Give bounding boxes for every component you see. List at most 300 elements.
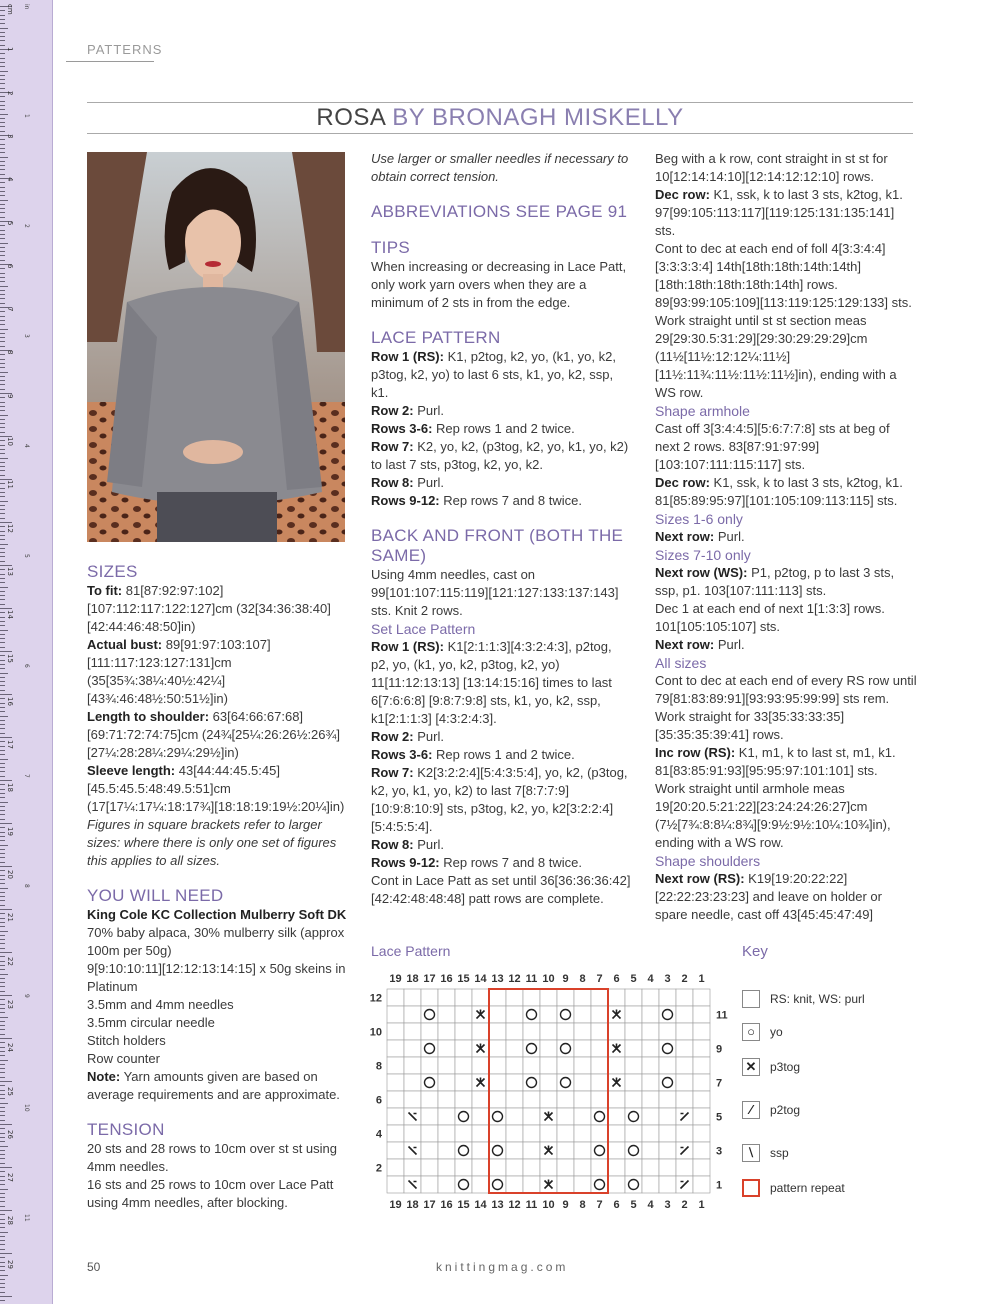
ruler-tick [0,724,5,725]
chart-title: Lace Pattern [371,943,451,959]
ruler-tick [0,728,5,729]
ruler-tick [0,410,5,411]
column-right [655,150,917,924]
ruler-tick [0,208,5,209]
next2-text: P1, p2tog, p to last 3 sts, ssp, p1. 103[107:111:113] sts. [655,565,895,598]
sizes-heading: SIZES [87,562,138,581]
ruler-cm-label: 19 [6,826,14,836]
sleeve-value: 43[44:44:45.5:45] [45.5:45.5:48:49.5:51]cm (17[17¼:17¼:18:17¾][18:18:19:19½:20¼]in) [87,763,345,814]
ruler-tick [0,918,5,919]
ruler-tick [0,1060,8,1061]
chart-cell [625,1074,642,1091]
chart-cell [421,1057,438,1074]
ruler-tick [0,569,5,570]
chart-cell [693,1176,710,1193]
dec-label: Dec row: [655,187,710,202]
chart-cell [659,1142,676,1159]
chart-cell [404,1125,421,1142]
chart-cell [591,1006,608,1023]
chart-cell [489,1006,506,1023]
lace-rows [371,348,633,510]
ruler-tick [0,182,5,183]
chart-cell [557,1074,574,1091]
chart-cell [608,1142,625,1159]
ruler-inch-label: 6 [23,664,30,668]
next4-label: Next row (RS): [655,871,745,886]
designer-credit: BY BRONAGH MISKELLY [392,104,684,131]
ruler-tick [0,195,5,196]
ruler-tick [0,354,5,355]
lace-row-text: Purl. [413,475,444,490]
ruler-tick [0,647,5,648]
ruler-tick [0,982,5,983]
set-row-text: K1[2:1:1:3][4:3:2:4:3], p2tog, p2, yo, (k1, yo, k2, p3tog, k2, yo) 11[11:12:13:13] [13:14:15:16] times to last 6[7:6:6:8] [9:8:7:9:8] sts, k1, yo, k2, ssp, k1[2:1:1:3] [4:3:2:4:3]. [371,639,612,726]
ruler-tick [0,23,5,24]
ruler-tick [0,767,5,768]
chart-cell [642,1006,659,1023]
ruler-inch-label: 1 [23,114,30,118]
chart-cell [506,1091,523,1108]
chart-cell [659,989,676,1006]
ruler-tick [0,19,5,20]
chart-cell [421,1006,438,1023]
ruler-tick [0,535,5,536]
chart-cell [591,989,608,1006]
chart-cell [625,1023,642,1040]
chart-column-label: 5 [630,1199,637,1211]
ruler-tick [0,1270,5,1271]
section-divider [66,61,154,62]
ruler-tick [0,1085,5,1086]
chart-cell [676,989,693,1006]
set-row [371,746,633,764]
yo-circle-icon: ○ [742,1023,760,1041]
chart-column-label: 11 [525,973,538,985]
dec-row-2 [655,474,917,510]
chart-cell [438,1176,455,1193]
note-label: Note: [87,1069,121,1084]
ruler-tick [0,673,8,674]
ruler-tick [0,290,5,291]
chart-cell [642,989,659,1006]
lace-row-label: Row 1 (RS): [371,349,444,364]
chart-cell [591,1125,608,1142]
chart-cell [540,1040,557,1057]
ruler-tick [0,1275,8,1276]
ruler-tick [0,157,8,158]
ruler-tick [0,1249,5,1250]
ruler-tick [0,1257,5,1258]
ruler-tick [0,892,5,893]
chart-cell [625,1057,642,1074]
all-sizes-heading: All sizes [655,655,707,671]
title-rule-bottom [87,133,913,134]
chart-cell [693,1023,710,1040]
ruler-tick [0,505,5,506]
next4-text: K19[19:20:22:22] [22:22:23:23:23] and leave on holder or spare needle, cast off 43[45:45:47:49] [655,871,882,922]
dec2-label: Dec row: [655,475,710,490]
ruler-tick [0,139,5,140]
lace-row [371,474,633,492]
chart-row-label: 8 [375,1060,382,1073]
ruler-tick [0,849,5,850]
ruler-tick [0,1266,5,1267]
yarn-note [87,1068,349,1104]
chart-column-label: 15 [457,1199,470,1211]
chart-cell [489,1142,506,1159]
chart-cell [523,1023,540,1040]
ruler-tick [0,1227,5,1228]
pattern-title [87,104,913,132]
ruler-cm-label: 9 [6,393,14,399]
chart-column-label: 1 [698,1199,705,1211]
chart-cell [455,989,472,1006]
ruler-tick [0,974,8,975]
chart-cell [421,1142,438,1159]
ruler-inch-label: 11 [23,1214,30,1222]
set-rows [371,638,633,872]
tips-heading: TIPS [371,238,410,257]
chart-cell [523,1091,540,1108]
ruler-tick [0,1029,5,1030]
ruler-tick [0,298,5,299]
chart-cell [421,1074,438,1091]
tips-text: When increasing or decreasing in Lace Patt, only work yarn overs when they are a minimum of 2 sts in from the edge. [371,259,627,310]
chart-cell [693,1159,710,1176]
chart-cell [693,1108,710,1125]
ruler-tick [0,642,5,643]
ruler-tick [0,935,5,936]
ruler-tick [0,862,5,863]
ruler-tick [0,1090,5,1091]
chart-column-label: 1 [698,973,705,985]
ruler-tick [0,531,5,532]
chart-cell [625,1142,642,1159]
chart-column-label: 7 [596,1199,603,1211]
ruler-tick [0,548,5,549]
ruler-tick [0,978,5,979]
ruler-tick [0,204,5,205]
set-row [371,836,633,854]
chart-cell [387,1091,404,1108]
bust-value: 89[91:97:103:107] [111:117:123:127:131]cm (35[35¾:38¼:40½:42¼] [43¾:46:48½:50:51½]in) [87,637,271,706]
chart-cell [404,989,421,1006]
ruler-tick [0,462,5,463]
chart-row-label: 1 [716,1179,723,1192]
ruler-tick [0,1098,5,1099]
chart-cell [608,1125,625,1142]
chart-cell [387,1142,404,1159]
ruler-tick [0,225,5,226]
ruler-tick [0,1223,5,1224]
chart-cell [676,1040,693,1057]
chart-cell [404,1057,421,1074]
ruler-cm-label: 12 [6,523,14,533]
p3tog-icon: ✕ [742,1058,760,1076]
chart-cell [693,1057,710,1074]
ruler-tick [0,341,5,342]
ruler-tick [0,608,12,609]
chart-cell [438,1142,455,1159]
ruler-tick [0,58,5,59]
ruler-tick [0,1201,5,1202]
chart-cell [557,1006,574,1023]
next-row-3 [655,636,917,654]
ruler-tick [0,655,5,656]
ruler-cm-label: 26 [6,1129,14,1139]
chart-cell [659,1176,676,1193]
ruler-tick [0,651,12,652]
chart-cell [523,1040,540,1057]
chart-cell [642,1091,659,1108]
ruler-tick [0,311,5,312]
ruler-tick [0,1137,5,1138]
ruler-tick [0,612,5,613]
lace-row [371,348,633,402]
ruler-inch-label: 5 [23,554,30,558]
chart-column-label: 6 [613,973,620,985]
ruler-tick [0,397,5,398]
ruler-tick [0,1081,12,1082]
ruler-tick [0,40,5,41]
chart-cell [404,1023,421,1040]
chart-cell [608,1176,625,1193]
chart-cell [472,1091,489,1108]
ssp-icon: ⧵ [742,1144,760,1162]
ruler-tick [0,15,5,16]
yarn-name: King Cole KC Collection Mulberry Soft DK [87,907,347,922]
ruler-tick [0,1197,5,1198]
ruler-tick [0,427,5,428]
ruler-tick [0,776,5,777]
chart-cell [489,1176,506,1193]
ruler-tick [0,389,5,390]
pattern-name: ROSA [316,104,386,131]
chart-column-label: 4 [647,1199,654,1211]
ruler-tick [0,1025,5,1026]
ruler-tick [0,165,5,166]
chart-cell [523,989,540,1006]
chart-cell [659,1040,676,1057]
set-end: Cont in Lace Patt as set until 36[36:36:36:42][42:42:48:48:48] patt rows are complete. [371,873,631,906]
chart-column-label: 6 [613,1199,620,1211]
key-label: ssp [770,1146,789,1160]
ruler-tick [0,1158,5,1159]
ruler-tick [0,1124,12,1125]
set-row-label: Rows 3-6: [371,747,433,762]
chart-cell [506,1074,523,1091]
ruler-tick [0,780,12,781]
ruler-tick [0,243,8,244]
ruler-cm-label: 10 [6,437,14,446]
chart-cell [421,1176,438,1193]
ruler-tick [0,544,8,545]
chart-cell [625,1125,642,1142]
footer-url: knittingmag.com [436,1260,569,1274]
chart-cell [472,1159,489,1176]
ruler-tick [0,518,5,519]
chart-row-label: 6 [375,1094,382,1107]
length-label: Length to shoulder: [87,709,210,724]
ruler-tick [0,62,5,63]
ruler-tick [0,711,5,712]
lace-chart [362,965,742,1215]
chart-column-label: 17 [423,973,436,985]
set-row [371,854,633,872]
ruler-tick [0,578,5,579]
chart-cell [574,1176,591,1193]
ruler-tick [0,384,5,385]
chart-column-label: 5 [630,973,637,985]
chart-cell [625,1040,642,1057]
ruler-tick [0,109,5,110]
chart-cell [591,1091,608,1108]
chart-column-label: 7 [596,973,603,985]
chart-cell [404,1074,421,1091]
chart-row-label: 10 [369,1026,382,1039]
ruler-inch-label: in [23,4,30,10]
ruler-tick [0,814,5,815]
ruler-tick [0,187,5,188]
chart-cell [608,1057,625,1074]
chart-column-label: 13 [491,973,504,985]
chart-cell [642,1057,659,1074]
set-row-text: Rep rows 7 and 8 twice. [439,855,582,870]
next2-label: Next row (WS): [655,565,748,580]
ruler-tick [0,333,5,334]
col3-p3: Work straight until st st section meas 29[29:30.5:31:29][29:30:29:29:29]cm (11½[11½:12:12¼:11½][11½:11¾:11½:11½:11½]in), ending with a WS row. [655,313,897,400]
ruler-tick [0,1012,5,1013]
ruler-tick [0,896,5,897]
ruler-tick [0,1008,5,1009]
ruler-tick [0,36,5,37]
key-label: pattern repeat [770,1181,845,1195]
chart-column-label: 4 [647,973,654,985]
ruler-tick [0,320,5,321]
ruler-tick [0,83,5,84]
chart-cell [455,1108,472,1125]
ruler-tick [0,784,5,785]
ruler-tick [0,741,5,742]
ruler-tick [0,118,5,119]
chart-column-label: 2 [681,973,688,985]
chart-cell [387,989,404,1006]
ruler-tick [0,875,5,876]
chart-cell [574,1125,591,1142]
key-label: p3tog [770,1060,801,1074]
chart-cell [387,1159,404,1176]
ruler-tick [0,625,5,626]
chart-cell [693,1142,710,1159]
ruler-tick [0,1219,5,1220]
set-row-label: Row 1 (RS): [371,639,444,654]
ruler-tick [0,1176,5,1177]
ruler-tick [0,961,5,962]
tension-line: 16 sts and 25 rows to 10cm over Lace Patt using 4mm needles, after blocking. [87,1177,334,1210]
actual-bust-text [87,636,349,708]
chart-column-label: 18 [406,973,419,985]
chart-cell [523,1057,540,1074]
chart-cell [693,1040,710,1057]
chart-cell [506,1176,523,1193]
chart-column-label: 12 [508,973,521,985]
ruler-tick [0,565,12,566]
ruler-tick [0,1232,8,1233]
chart-cell [642,1125,659,1142]
chart-cell [455,1125,472,1142]
ruler-tick [0,1064,5,1065]
lace-row [371,492,633,510]
chart-row-label: 2 [375,1162,382,1175]
ruler-tick [0,900,5,901]
ruler-tick [0,152,5,153]
lace-row [371,420,633,438]
ruler-tick [0,1189,8,1190]
next3-label: Next row: [655,637,715,652]
chart-column-label: 19 [389,1199,402,1211]
back-intro: Using 4mm needles, cast on 99[101:107:115:119][121:127:133:137:143] sts. Knit 2 rows. [371,567,619,618]
ruler-tick [0,909,12,910]
title-rule-top [87,102,913,103]
ruler-tick [0,1047,5,1048]
chart-cell [574,1057,591,1074]
chart-cell [421,1125,438,1142]
chart-row-label: 5 [716,1111,723,1124]
ruler-cm-label: 2 [6,90,14,96]
chart-cell [574,1023,591,1040]
chart-cell [506,1142,523,1159]
chart-row-label: 7 [716,1077,723,1090]
ruler-tick [0,922,5,923]
lace-row-label: Rows 9-12: [371,493,440,508]
chart-cell [387,1023,404,1040]
chart-cell [608,1159,625,1176]
ruler-cm-label: 28 [6,1216,14,1226]
ruler-tick [0,513,5,514]
ruler-tick [0,789,5,790]
ruler-tick [0,913,5,914]
ruler-tick [0,122,5,123]
tension-heading: TENSION [87,1120,165,1139]
chart-cell [574,1142,591,1159]
chart-cell [574,1074,591,1091]
ruler-tick [0,634,5,635]
ruler-tick [0,1180,5,1181]
ruler-tick [0,1120,5,1121]
lace-row-text: K1, p2tog, k2, yo, (k1, yo, k2, p3tog, k2, yo) to last 6 sts, k1, yo, k2, ssp, k1. [371,349,616,400]
chart-cell [642,1023,659,1040]
ruler-tick [0,45,5,46]
ruler-tick [0,836,5,837]
ruler-tick [0,810,5,811]
need-item: Row counter [87,1051,160,1066]
set-row [371,764,633,836]
chart-cell [387,1108,404,1125]
chart-cell [523,1176,540,1193]
ruler-cm-label: 18 [6,783,14,793]
ruler-tick [0,522,12,523]
ruler-tick [0,1150,5,1151]
chart-cell [404,1040,421,1057]
sizes-7-10-heading: Sizes 7-10 only [655,547,751,563]
chart-column-label: 17 [423,1199,436,1211]
chart-cell [693,1006,710,1023]
chart-cell [676,1023,693,1040]
chart-cell [659,1108,676,1125]
chart-cell [625,1159,642,1176]
ruler-tick [0,88,5,89]
dec-text: K1, ssk, k to last 3 sts, k2tog, k1. 97[99:105:113:117][119:125:131:135:141] sts. [655,187,903,238]
